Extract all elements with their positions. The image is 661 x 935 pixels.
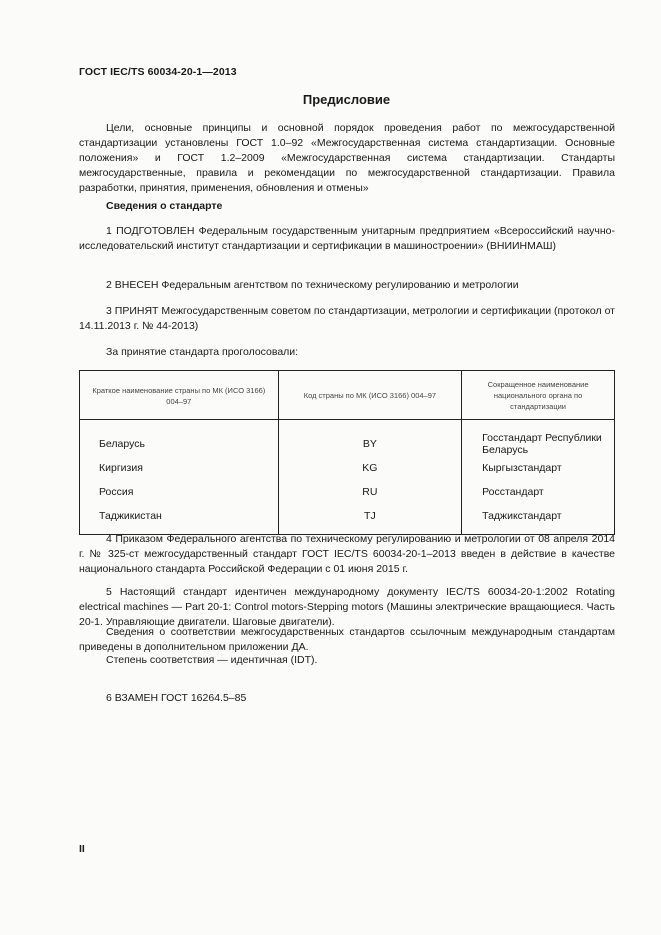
item-2-paragraph: 2 ВНЕСЕН Федеральным агентством по техническому регулированию и метрологии bbox=[106, 279, 519, 291]
info-heading: Сведения о стандарте bbox=[106, 200, 223, 212]
voting-table bbox=[79, 370, 615, 535]
item-3-paragraph: 3 ПРИНЯТ Межгосударственным советом по стандартизации, метрологии и сертификации (протокол от 14.11.2013 г. № 44-2013) bbox=[79, 305, 615, 332]
item-1-paragraph: 1 ПОДГОТОВЛЕН Федеральным государственным унитарным предприятием «Всероссийский научно-исследовательский институт стандартизации и сертификации в машиностроении» (ВНИИНМАШ) bbox=[79, 225, 615, 252]
header-code: Код страны по МК (ИСО 3166) 004–97 bbox=[278, 371, 462, 420]
item-6-paragraph: 6 ВЗАМЕН ГОСТ 16264.5–85 bbox=[106, 692, 247, 704]
country-cell: Россия bbox=[80, 480, 279, 504]
table-header-row bbox=[80, 371, 615, 420]
country-cell: Беларусь bbox=[80, 420, 279, 457]
code-cell: TJ bbox=[278, 504, 462, 535]
item-5-paragraph: 5 Настоящий стандарт идентичен международному документу IEC/TS 60034-20-1:2002 Rotating electrical machines — Part 20-1: Control motors-Stepping motors (Машины электрические вращающиеся. Часть 20-1. Управляющие двигатели. Шаговые двигатели). bbox=[79, 586, 615, 628]
item-5-degree: Степень соответствия — идентичная (IDT). bbox=[106, 654, 318, 666]
page-number: II bbox=[79, 843, 85, 855]
code-cell: RU bbox=[278, 480, 462, 504]
code-cell: KG bbox=[278, 456, 462, 480]
table-row bbox=[80, 504, 615, 535]
body-cell: Росстандарт bbox=[462, 480, 615, 504]
code-cell: BY bbox=[278, 420, 462, 457]
body-cell: Госстандарт Республики Беларусь bbox=[462, 420, 615, 457]
body-cell: Кыргызстандарт bbox=[462, 456, 615, 480]
header-country: Краткое наименование страны по МК (ИСО 3166) 004–97 bbox=[80, 371, 279, 420]
table-row bbox=[80, 420, 615, 457]
country-cell: Таджикистан bbox=[80, 504, 279, 535]
country-cell: Киргизия bbox=[80, 456, 279, 480]
item-4-paragraph: 4 Приказом Федерального агентства по техническому регулированию и метрологии от 08 апреля 2014 г. № 325-ст межгосударственный стандарт ГОСТ IEC/TS 60034-20-1–2013 введен в действие в качестве национального стандарта Российской Федерации с 01 июня 2015 г. bbox=[79, 533, 615, 575]
item-5-references: Сведения о соответствии межгосударственных стандартов ссылочным международным стандартам приведены в дополнительном приложении ДА. bbox=[79, 626, 615, 653]
header-body: Сокращенное наименование национального органа по стандартизации bbox=[462, 371, 615, 420]
table-row bbox=[80, 480, 615, 504]
body-cell: Таджикстандарт bbox=[462, 504, 615, 535]
document-code: ГОСТ IEC/TS 60034-20-1—2013 bbox=[79, 66, 237, 78]
table-row bbox=[80, 456, 615, 480]
intro-paragraph: Цели, основные принципы и основной порядок проведения работ по межгосударственной стандартизации установлены ГОСТ 1.0–92 «Межгосударственная система стандартизации. Основные положения» и ГОСТ 1.2–2009 «Межгосударственная система стандартизации. Стандарты межгосударственные, правила и рекомендации по межгосударственной стандартизации. Правила разработки, принятия, применения, обновления и отмены» bbox=[79, 122, 615, 194]
vote-intro: За принятие стандарта проголосовали: bbox=[106, 346, 299, 358]
page-title: Предисловие bbox=[302, 92, 391, 107]
